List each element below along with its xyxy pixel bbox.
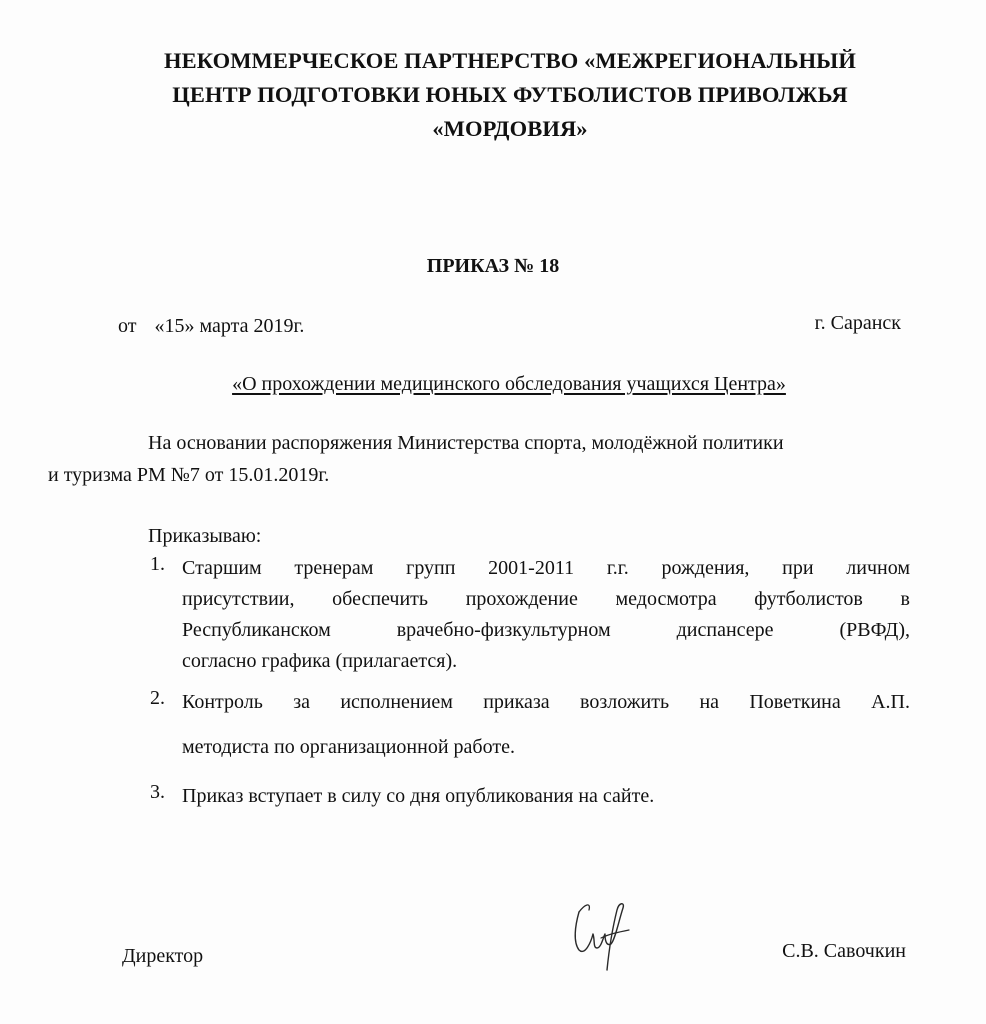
order-subject-text: «О прохождении медицинского обследования учащихся Центра»: [232, 373, 786, 395]
order-subject: [0, 373, 986, 396]
order-item-number: 1.: [150, 553, 165, 575]
order-items-list: [148, 553, 910, 812]
basis-line-2: и туризма РМ №7 от 15.01.2019г.: [48, 464, 330, 486]
order-date-line: [118, 315, 304, 338]
order-word: Приказываю:: [148, 525, 262, 547]
order-item-line: согласно графика (прилагается).: [182, 650, 458, 672]
order-item-line: Республиканском врачебно-физкультурном диспансере (РВФД),: [182, 619, 910, 641]
order-item-line: методиста по организационной работе.: [182, 736, 515, 758]
director-label: Директор: [122, 945, 204, 967]
order-item-3: [148, 781, 910, 812]
order-basis: [48, 427, 908, 491]
organization-line-1: НЕКОММЕРЧЕСКОЕ ПАРТНЕРСТВО «МЕЖРЕГИОНАЛЬНЫЙ: [164, 48, 856, 73]
order-item-text: [182, 553, 910, 677]
organization-header: [100, 44, 920, 146]
date-prefix: от: [118, 315, 137, 337]
order-item-text: [182, 687, 910, 763]
order-item-line: присутствии, обеспечить прохождение медосмотра футболистов в: [182, 588, 910, 610]
order-item-line: Старшим тренерам групп 2001-2011 г.г. рождения, при личном: [182, 557, 910, 579]
order-item-number: 3.: [150, 781, 165, 803]
organization-line-3: «МОРДОВИЯ»: [432, 116, 588, 141]
order-item-line: Контроль за исполнением приказа возложить на Поветкина А.П.: [182, 691, 910, 713]
order-item-number: 2.: [150, 687, 165, 709]
order-date: «15» марта 2019г.: [154, 315, 305, 337]
director-signature: [565, 890, 645, 975]
order-title: ПРИКАЗ № 18: [426, 255, 560, 277]
director-name: С.В. Савочкин: [782, 940, 906, 962]
order-item-2: [148, 687, 910, 763]
basis-line-1: На основании распоряжения Министерства спорта, молодёжной политики: [148, 432, 784, 454]
organization-line-2: ЦЕНТР ПОДГОТОВКИ ЮНЫХ ФУТБОЛИСТОВ ПРИВОЛЖЬЯ: [172, 82, 848, 107]
order-city: г. Саранск: [814, 312, 901, 334]
order-item-text: [182, 781, 910, 812]
order-item-line: Приказ вступает в силу со дня опубликования на сайте.: [182, 785, 655, 807]
order-item-1: [148, 553, 910, 677]
